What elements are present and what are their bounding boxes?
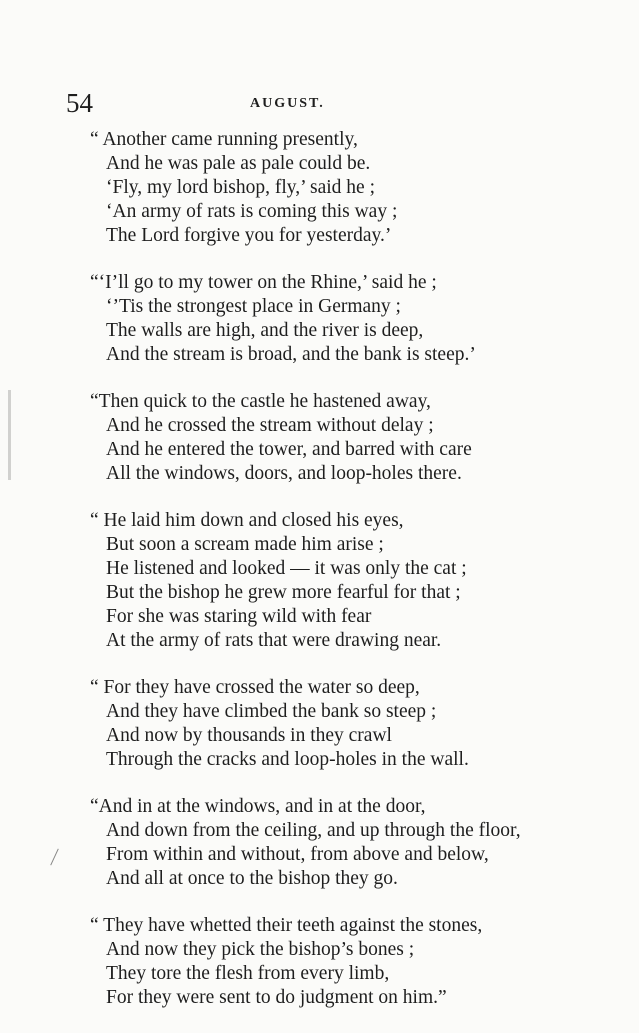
poem-line: “ Another came running presently, xyxy=(90,129,358,150)
poem-line: For they were sent to do judgment on him.” xyxy=(106,987,447,1008)
poem-line: “ They have whetted their teeth against the stones, xyxy=(90,915,483,936)
poem-line: He listened and looked — it was only the cat ; xyxy=(106,558,467,579)
running-head: AUGUST. xyxy=(250,96,325,111)
page-number: 54 xyxy=(66,88,93,118)
poem-line: “And in at the windows, and in at the door, xyxy=(90,796,426,817)
poem-line: All the windows, doors, and loop-holes there. xyxy=(106,463,462,484)
poem-line: From within and without, from above and below, xyxy=(106,844,489,865)
poem-line: And down from the ceiling, and up through the floor, xyxy=(106,820,521,841)
poem-line: And he crossed the stream without delay ; xyxy=(106,415,434,436)
poem-line: They tore the flesh from every limb, xyxy=(106,963,390,984)
poem-line: The Lord forgive you for yesterday.’ xyxy=(106,225,392,246)
poem-line: And he entered the tower, and barred with care xyxy=(106,439,472,460)
poem-line: “‘I’ll go to my tower on the Rhine,’ said he ; xyxy=(90,272,437,293)
poem-line: And now they pick the bishop’s bones ; xyxy=(106,939,415,960)
poem-line: At the army of rats that were drawing near. xyxy=(106,630,442,651)
poem-line: And now by thousands in they crawl xyxy=(106,725,392,746)
poem-line: For she was staring wild with fear xyxy=(106,606,372,627)
poem-line: “Then quick to the castle he hastened away, xyxy=(90,391,431,412)
poem-line: The walls are high, and the river is deep, xyxy=(106,320,424,341)
stanza xyxy=(90,271,610,367)
poem-line: ‘An army of rats is coming this way ; xyxy=(106,201,398,222)
stanza xyxy=(90,509,610,653)
poem-line: Through the cracks and loop-holes in the wall. xyxy=(106,749,469,770)
stanza xyxy=(90,914,610,1010)
poem-line: And the stream is broad, and the bank is steep.’ xyxy=(106,344,476,365)
stanza xyxy=(90,390,610,486)
poem xyxy=(90,128,610,1033)
poem-line: ‘Fly, my lord bishop, fly,’ said he ; xyxy=(106,177,376,198)
poem-line: And they have climbed the bank so steep ; xyxy=(106,701,437,722)
stanza xyxy=(90,795,610,891)
poem-line: And he was pale as pale could be. xyxy=(106,153,371,174)
poem-line: But the bishop he grew more fearful for that ; xyxy=(106,582,461,603)
scan-mark xyxy=(8,390,11,480)
poem-line: But soon a scream made him arise ; xyxy=(106,534,384,555)
poem-line: “ He laid him down and closed his eyes, xyxy=(90,510,404,531)
scan-mark xyxy=(50,849,59,866)
poem-line: “ For they have crossed the water so deep, xyxy=(90,677,420,698)
stanza xyxy=(90,128,610,248)
stanza xyxy=(90,676,610,772)
poem-line: And all at once to the bishop they go. xyxy=(106,868,398,889)
poem-line: ‘’Tis the strongest place in Germany ; xyxy=(106,296,401,317)
